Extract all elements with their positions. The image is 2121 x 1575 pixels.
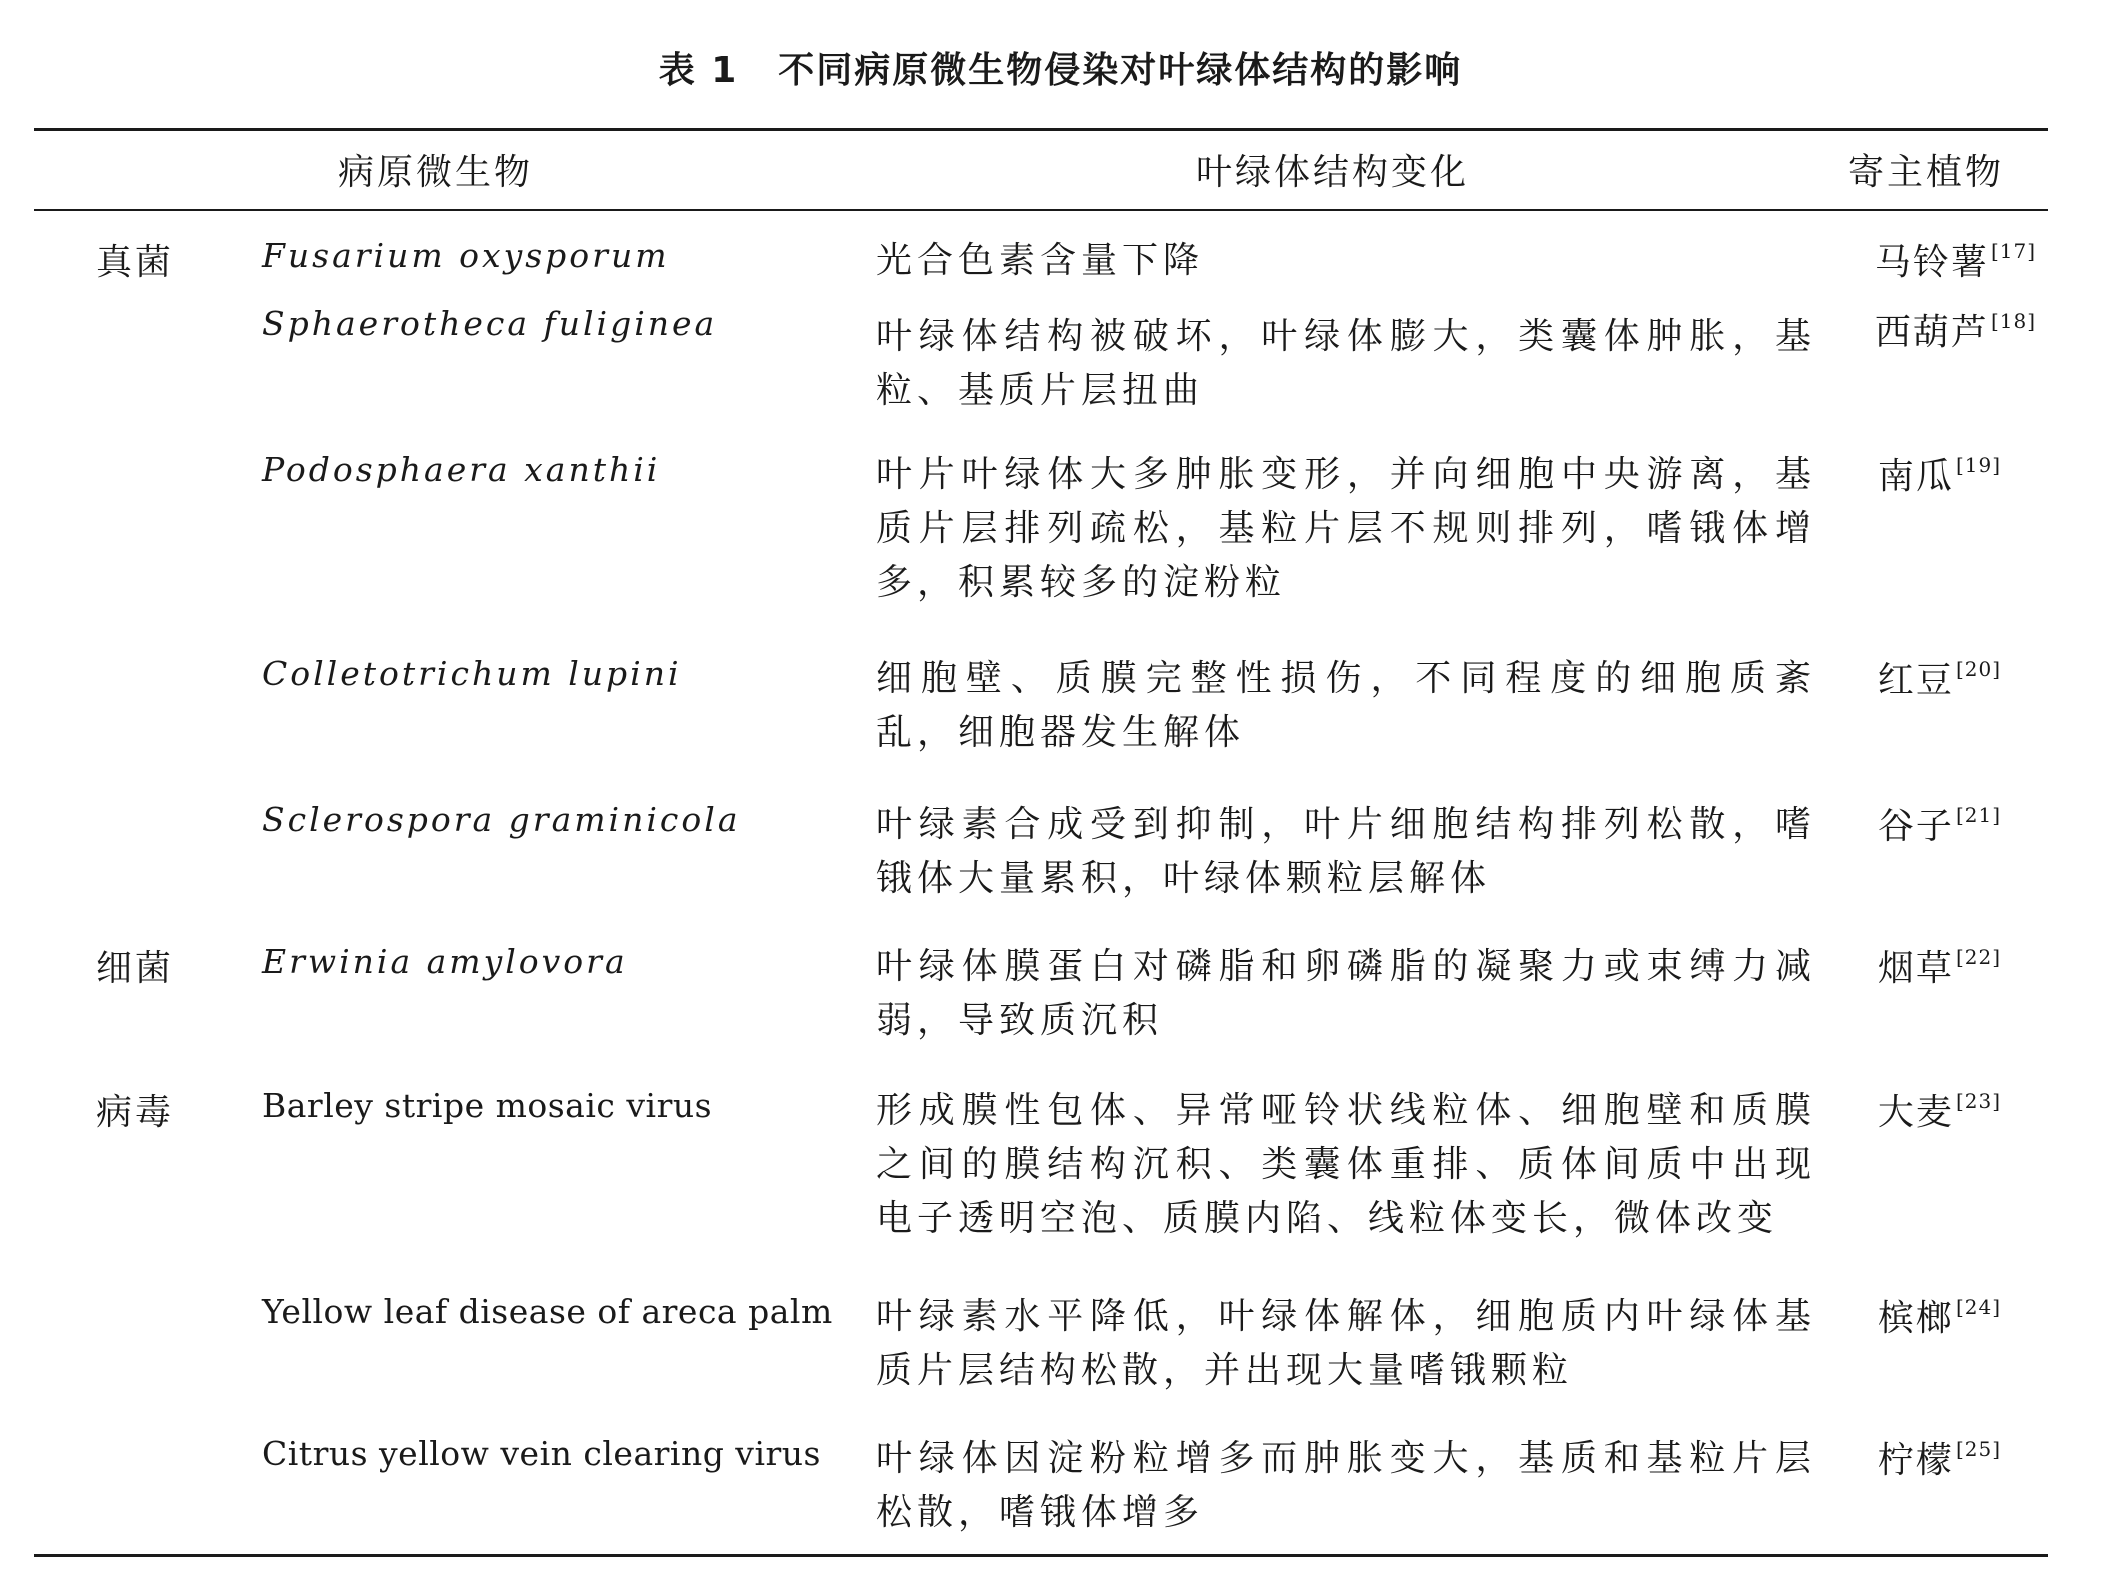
host-name: 谷子 — [1877, 806, 1954, 847]
change-cell: 叶绿素合成受到抑制，叶片细胞结构排列松散，嗜锇体大量累积，叶绿体颗粒层解体 — [876, 804, 1816, 899]
pathogen-cell: Yellow leaf disease of areca palm — [262, 1292, 833, 1331]
change-cell: 叶片叶绿体大多肿胀变形，并向细胞中央游离，基质片层排列疏松，基粒片层不规则排列，嗜锇体增多，积累较多的淀粉粒 — [876, 454, 1816, 603]
host-cell — [1826, 1084, 2001, 1135]
reference-marker: [19] — [1955, 453, 2001, 477]
reference-marker: [21] — [1955, 803, 2001, 827]
reference-marker: [18] — [1990, 309, 2036, 333]
header-pathogen: 病原微生物 — [338, 152, 534, 193]
change-cell: 叶绿体因淀粉粒增多而肿胀变大，基质和基粒片层松散，嗜锇体增多 — [876, 1438, 1816, 1533]
change-cell: 叶绿体膜蛋白对磷脂和卵磷脂的凝聚力或束缚力减弱，导致质沉积 — [876, 946, 1816, 1041]
pathogen-cell: Citrus yellow vein clearing virus — [262, 1434, 821, 1473]
host-cell — [1826, 798, 2001, 849]
category-cell: 细菌 — [96, 948, 175, 989]
pathogen-cell: Colletotrichum lupini — [262, 654, 682, 693]
pathogen-cell: Podosphaera xanthii — [262, 450, 661, 489]
change-cell: 叶绿素水平降低，叶绿体解体，细胞质内叶绿体基质片层结构松散，并出现大量嗜锇颗粒 — [876, 1296, 1816, 1391]
header-rule — [34, 209, 2048, 211]
category-cell: 真菌 — [96, 242, 175, 283]
reference-marker: [22] — [1955, 945, 2001, 969]
host-name: 槟榔 — [1877, 1298, 1954, 1339]
header-chloroplast-change: 叶绿体结构变化 — [1196, 152, 1470, 193]
reference-marker: [20] — [1955, 657, 2001, 681]
host-name: 马铃薯 — [1874, 242, 1989, 283]
pathogen-cell: Sphaerotheca fuliginea — [262, 304, 718, 343]
bottom-rule — [34, 1554, 2048, 1557]
host-cell — [1826, 940, 2001, 991]
reference-marker: [25] — [1955, 1437, 2001, 1461]
top-rule — [34, 128, 2048, 131]
header-host-plant: 寄主植物 — [1848, 152, 2005, 193]
table-caption — [0, 42, 2121, 93]
host-name: 西葫芦 — [1874, 312, 1989, 353]
host-name: 烟草 — [1877, 948, 1954, 989]
host-cell — [1826, 652, 2001, 703]
host-name: 柠檬 — [1877, 1440, 1954, 1481]
host-name: 红豆 — [1877, 660, 1954, 701]
table-number: 表 1 — [658, 50, 739, 91]
reference-marker: [23] — [1955, 1089, 2001, 1113]
host-cell — [1826, 1290, 2001, 1341]
host-name: 大麦 — [1877, 1092, 1954, 1133]
host-cell — [1826, 448, 2001, 499]
reference-marker: [24] — [1955, 1295, 2001, 1319]
change-cell: 形成膜性包体、异常哑铃状线粒体、细胞壁和质膜之间的膜结构沉积、类囊体重排、质体间质中出现电子透明空泡、质膜内陷、线粒体变长，微体改变 — [876, 1090, 1816, 1239]
reference-marker: [17] — [1990, 239, 2036, 263]
host-cell — [1826, 1432, 2001, 1483]
change-cell: 光合色素含量下降 — [876, 240, 1205, 281]
pathogen-cell: Barley stripe mosaic virus — [262, 1086, 713, 1125]
pathogen-cell: Fusarium oxysporum — [262, 236, 670, 275]
pathogen-cell: Sclerospora graminicola — [262, 800, 741, 839]
pathogen-cell: Erwinia amylovora — [262, 942, 628, 981]
category-cell: 病毒 — [96, 1092, 175, 1133]
change-cell: 细胞壁、质膜完整性损伤，不同程度的细胞质紊乱，细胞器发生解体 — [876, 658, 1816, 753]
table-title: 不同病原微生物侵染对叶绿体结构的影响 — [778, 50, 1463, 91]
change-cell: 叶绿体结构被破坏，叶绿体膨大，类囊体肿胀，基粒、基质片层扭曲 — [876, 316, 1816, 411]
host-name: 南瓜 — [1877, 456, 1954, 497]
host-cell — [1826, 234, 2036, 285]
host-cell — [1826, 304, 2036, 355]
